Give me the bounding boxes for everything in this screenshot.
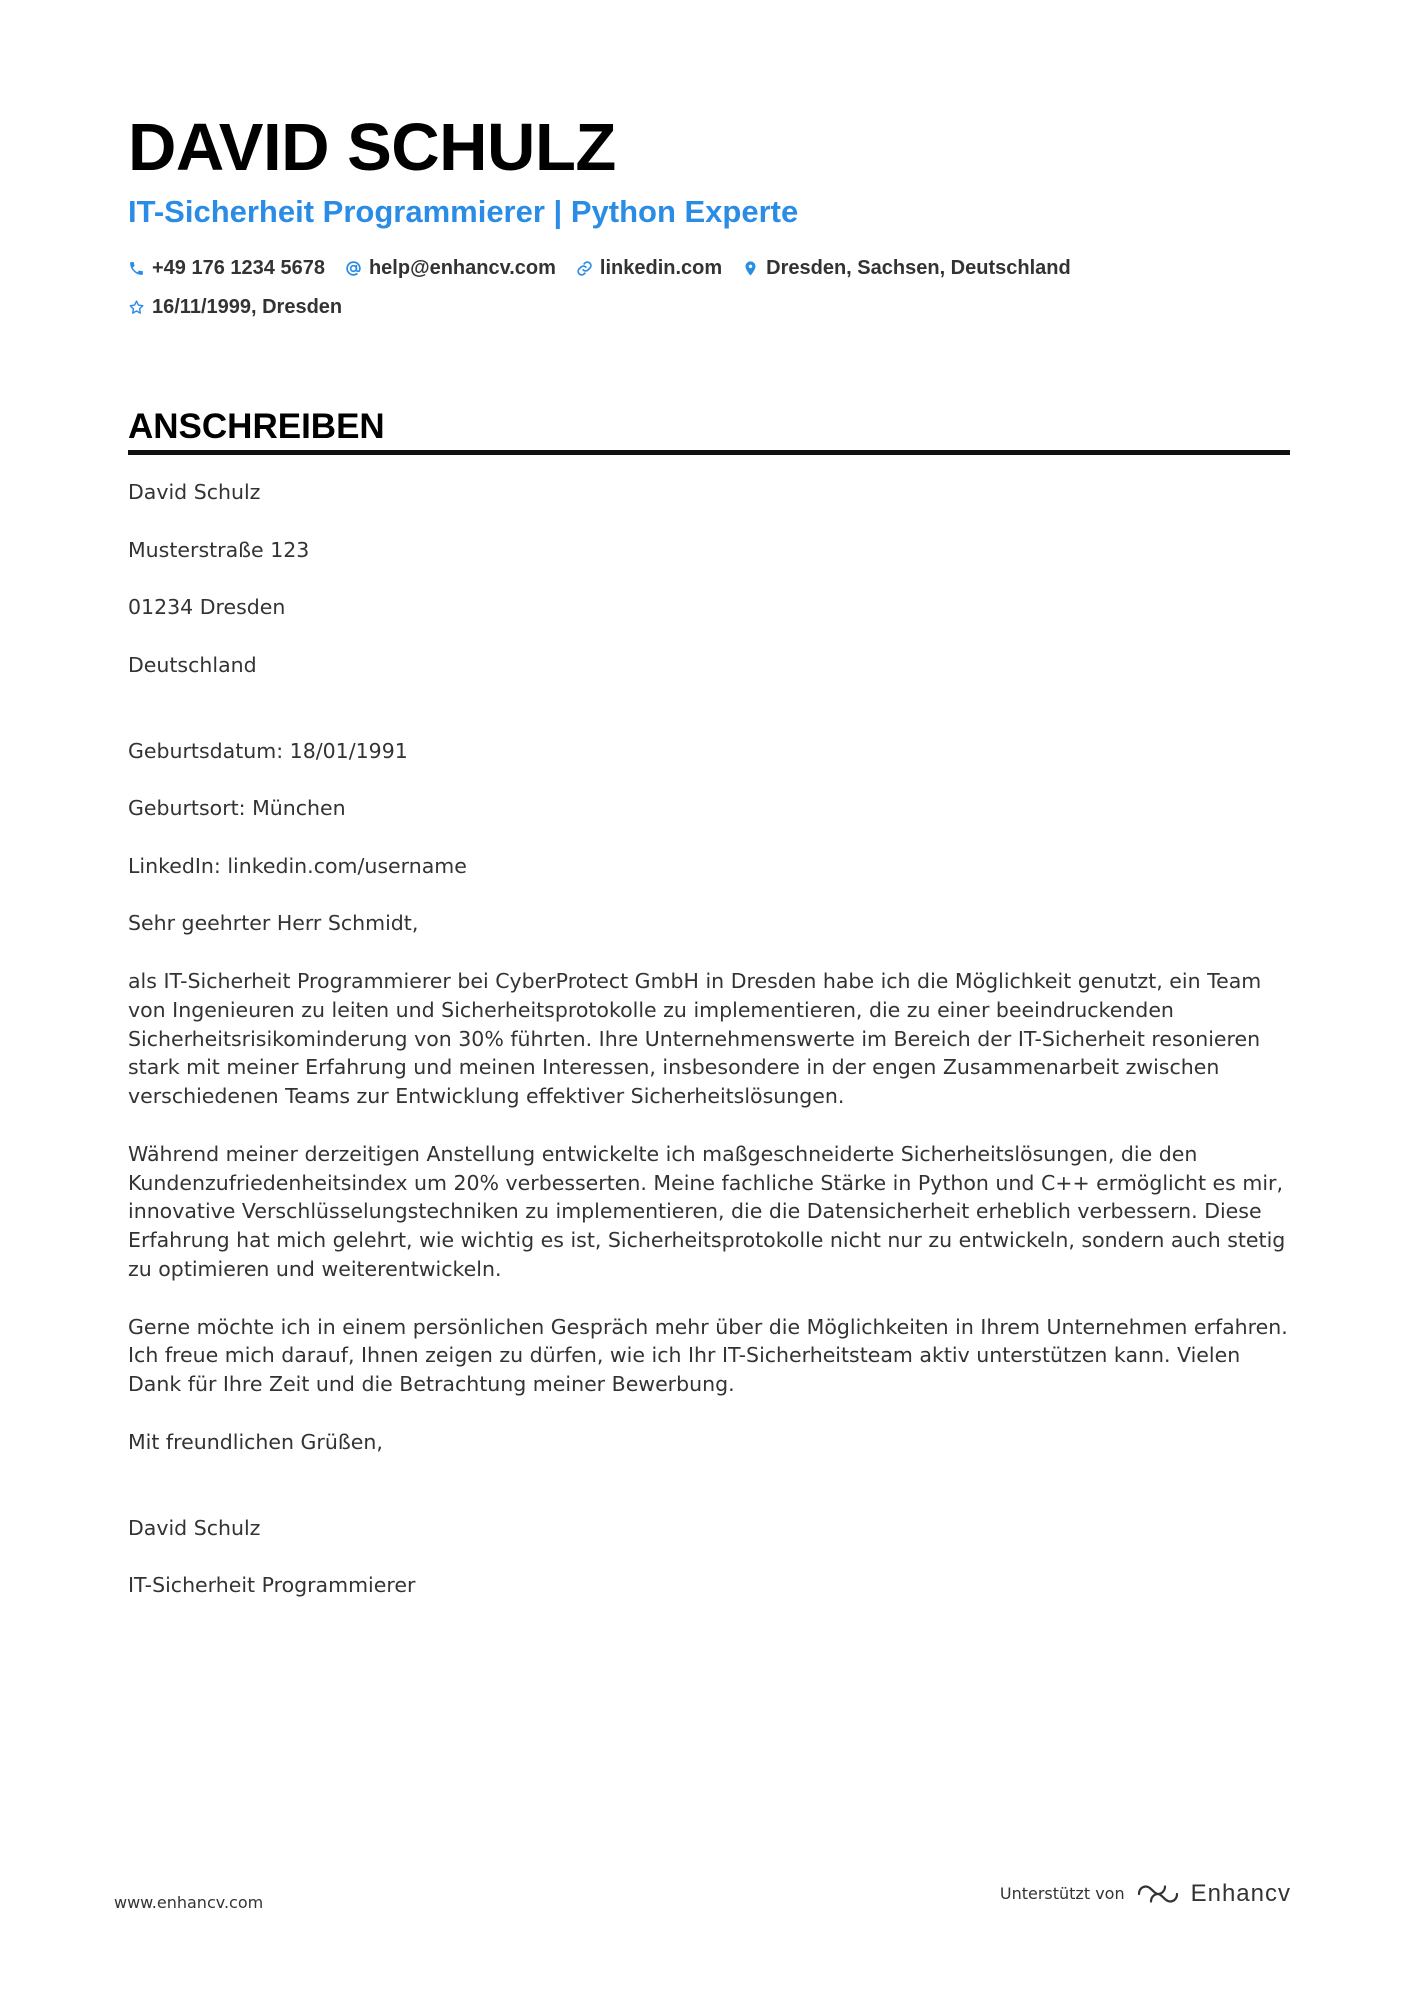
- signature-title: IT-Sicherheit Programmierer: [128, 1573, 416, 1598]
- birth-place: Geburtsort: München: [128, 796, 346, 821]
- sender-name: David Schulz: [128, 480, 261, 504]
- paragraph-1: als IT-Sicherheit Programmierer bei CyberProtect GmbH in Dresden habe ich die Möglichkeit genutzt, ein Team von Ingenieuren zu leiten und Sicherheitsprotokolle zu implementieren, die zu einer beeindruckenden Sicherheitsrisikominderung von 30% führten. Ihre Unternehmenswerte im Bereich der IT-Sicherheit resonieren stark mit meiner Erfahrung und meinen Interessen, insbesondere in der engen Zusammenarbeit zwischen verschiedenen Teams zur Entwicklung effektiver Sicherheitslösungen.: [128, 968, 1262, 1109]
- location-pin-icon: [742, 260, 759, 277]
- enhancv-logo-icon: [1135, 1881, 1181, 1907]
- contact-birth: [128, 295, 342, 320]
- brand-name: Enhancv: [1190, 1880, 1291, 1907]
- salutation: Sehr geehrter Herr Schmidt,: [128, 911, 419, 936]
- at-icon: [345, 260, 362, 277]
- letter-body: [128, 478, 1290, 1600]
- paragraph-2: Während meiner derzeitigen Anstellung entwickelte ich maßgeschneiderte Sicherheitslösungen, die den Kundenzufriedenheitsindex um 20% verbesserten. Meine fachliche Stärke in Python und C++ ermöglicht es mir, innovative Verschlüsselungstechniken zu implementieren, die die Datensicherheit erheblich verbessern. Diese Erfahrung hat mich gelehrt, wie wichtig es ist, Sicherheitsprotokolle nicht nur zu entwickeln, sondern auch stetig zu optimieren und weiterentwickeln.: [128, 1141, 1286, 1281]
- sender-city: 01234 Dresden: [128, 595, 286, 620]
- contact-phone[interactable]: [128, 256, 325, 281]
- contact-location: [742, 256, 1071, 281]
- resume-page: [128, 108, 1290, 1598]
- link-icon: [576, 260, 593, 277]
- star-icon: [128, 299, 145, 316]
- sender-street: Musterstraße 123: [128, 537, 310, 562]
- candidate-name: DAVID SCHULZ: [128, 110, 616, 185]
- section-divider: [128, 450, 1290, 455]
- contact-info: [128, 256, 1128, 320]
- contact-email-text: help@enhancv.com: [368, 257, 556, 279]
- closing: Mit freundlichen Grüßen,: [128, 1429, 383, 1454]
- section-title: ANSCHREIBEN: [128, 407, 385, 446]
- sender-country: Deutschland: [128, 652, 257, 677]
- phone-icon: [128, 260, 145, 277]
- powered-by-label: Unterstützt von: [999, 1884, 1125, 1903]
- contact-phone-text: +49 176 1234 5678: [152, 257, 325, 279]
- contact-birth-text: 16/11/1999, Dresden: [152, 296, 343, 318]
- birth-date: Geburtsdatum: 18/01/1991: [128, 738, 408, 763]
- contact-location-text: Dresden, Sachsen, Deutschland: [766, 257, 1071, 279]
- paragraph-3: Gerne möchte ich in einem persönlichen Gespräch mehr über die Möglichkeiten in Ihrem Unternehmen erfahren. Ich freue mich darauf, Ihnen zeigen zu dürfen, wie ich Ihr IT-Sicherheitsteam aktiv unterstützen kann. Vielen Dank für Ihre Zeit und die Betrachtung meiner Bewerbung.: [128, 1314, 1288, 1397]
- footer-website[interactable]: www.enhancv.com: [114, 1893, 264, 1912]
- candidate-title: IT-Sicherheit Programmierer | Python Experte: [128, 194, 799, 229]
- signature-name: David Schulz: [128, 1515, 261, 1540]
- contact-linkedin[interactable]: [576, 256, 722, 281]
- footer-branding: [1000, 1880, 1291, 1908]
- contact-email[interactable]: [345, 256, 556, 281]
- linkedin-line: LinkedIn: linkedin.com/username: [128, 853, 467, 878]
- contact-linkedin-text: linkedin.com: [599, 257, 723, 279]
